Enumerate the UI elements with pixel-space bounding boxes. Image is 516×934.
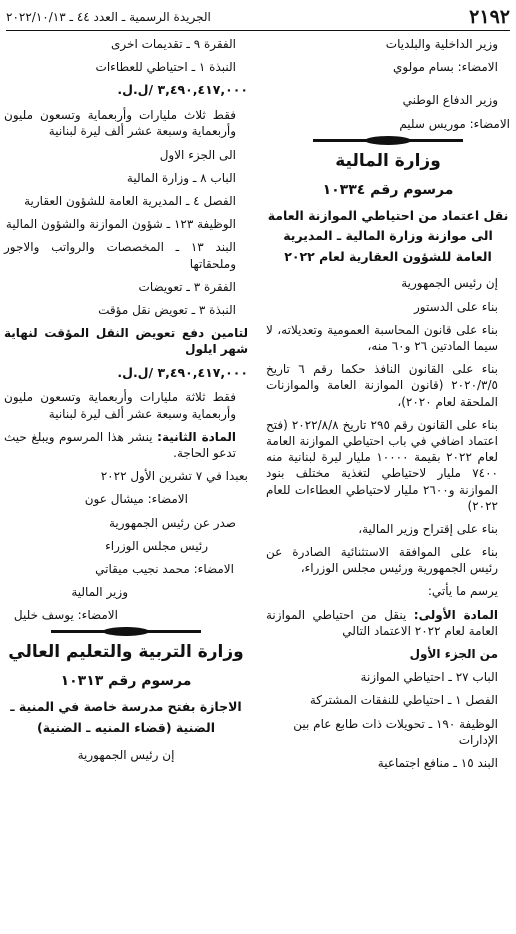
page-number: ٢١٩٢ xyxy=(469,6,510,28)
function-123: الوظيفة ١٢٣ ـ شؤون الموازنة والشؤون المالية xyxy=(5,217,236,232)
article-two-label: المادة الثانية: xyxy=(157,429,236,444)
article-one-label: المادة الأولى: xyxy=(413,607,498,622)
page-header xyxy=(6,4,510,31)
chapter-27: الباب ٢٧ ـ احتياطي الموازنة xyxy=(360,670,498,685)
article-one-text: ينقل من احتياطي الموازنة العامة لعام ٢٠٢٢ الاعتماد التالي xyxy=(266,607,498,638)
gazette-issue-line: الجريدة الرسمية ـ العدد ٤٤ ـ ٢٠٢٢/١٠/١٣ xyxy=(6,10,211,24)
amount-figure-2: ٣,٤٩٠,٤١٧,٠٠٠ /ل.ل. xyxy=(117,364,248,380)
item-15: البند ١٥ ـ منافع اجتماعية xyxy=(377,755,498,770)
article-two-text: ينشر هذا المرسوم ويبلغ حيث تدعو الحاجة. xyxy=(4,429,236,460)
basis-accounting-law: بناء على قانون المحاسبة العمومية وتعديلاته، لا سيما المادتين ٢٦ و٦٠ منه، xyxy=(266,322,498,354)
opening-line: إن رئيس الجمهورية xyxy=(401,276,498,291)
clause-3: النبذة ٣ ـ تعويض نقل مؤقت xyxy=(98,302,236,317)
ministry2-heading: وزارة التربية والتعليم العالي xyxy=(8,642,244,663)
basis-law-295: بناء على القانون رقم ٢٩٥ تاريخ ٢٠٢٢/٨/٨ (فتح اعتماد اضافي في باب احتياطي الموازنة العامة لعام ٢٠٢٢ بقيمة ١٠٠٠٠ مليار ليرة لبنانية منه ٧٤٠٠ مليار لاحتياطي لتغذية مختلف بنود الموازنة و٢٦٠٠ مليار لاحتياطي العطاءات للعام ٢٠٢٢) xyxy=(266,417,499,513)
left-column xyxy=(4,36,248,770)
decree2-subject: الاجازة بفتح مدرسة خاصة في المنية ـ الضنية (قضاء المنيه ـ الضنية) xyxy=(10,699,242,735)
clause-1: النبذة ١ ـ احتياطي للعطاءات xyxy=(95,60,236,75)
amount-words-2: فقط ثلاثة مليارات وأربعماية وتسعون مليون وأربعماية وسبعة عشر ألف ليرة لبنانية xyxy=(4,390,236,421)
chapter-8: الباب ٨ ـ وزارة المالية xyxy=(126,170,236,185)
minister-interior-title: وزير الداخلية والبلديات xyxy=(385,37,498,51)
basis-budget-law: بناء على القانون النافذ حكما رقم ٦ تاريخ ٢٠٢٠/٣/٥ (قانون الموازنة العامة والموازنات الملحقة لعام ٢٠٢٠)، xyxy=(266,362,498,409)
purpose-line: لتامين دفع تعويض النقل المؤقت لنهاية شهر ايلول xyxy=(4,326,248,357)
basis-approval: بناء على الموافقة الاستثنائية الصادرة عن رئيس الجمهورية ورئيس مجلس الوزراء، xyxy=(266,545,498,576)
pm-title: رئيس مجلس الوزراء xyxy=(105,538,208,553)
right-column xyxy=(266,36,510,778)
opening-line-2: إن رئيس الجمهورية xyxy=(77,747,175,762)
issued-by: صدر عن رئيس الجمهورية xyxy=(108,515,236,530)
function-190: الوظيفة ١٩٠ ـ تحويلات ذات طابع عام بين الإدارات xyxy=(293,716,498,747)
amount-figure-1: ٣,٤٩٠,٤١٧,٠٠٠ /ل.ل. xyxy=(117,82,248,98)
pm-signature: الامضاء: محمد نجيب ميقاتي xyxy=(95,561,234,576)
ministry-heading: وزارة المالية xyxy=(335,150,441,171)
decree2-title: مرسوم رقم ١٠٣١٣ xyxy=(60,673,192,690)
basis-constitution: بناء على الدستور xyxy=(414,299,498,314)
to-part-one: الى الجزء الاول xyxy=(159,147,236,162)
decree-title: مرسوم رقم ١٠٣٣٤ xyxy=(322,181,454,198)
finance-minister-signature: الامضاء: يوسف خليل xyxy=(13,608,118,623)
article-one xyxy=(266,607,510,639)
item-13: البند ١٣ ـ المخصصات والرواتب والاجور وملحقاتها xyxy=(4,240,236,271)
finance-minister-title: وزير المالية xyxy=(71,585,128,600)
section-1: الفصل ١ ـ احتياطي للنفقات المشتركة xyxy=(309,693,498,708)
part-one-from: من الجزء الأول xyxy=(409,647,498,662)
decrees-line: يرسم ما يأتي: xyxy=(427,584,498,599)
section-4: الفصل ٤ ـ المديرية العامة للشؤون العقارية xyxy=(24,194,236,208)
president-signature: الامضاء: ميشال عون xyxy=(84,492,188,507)
basis-proposal: بناء على إقتراح وزير المالية، xyxy=(358,521,498,536)
decree-subject: نقل اعتماد من احتياطي الموازنة العامة الى موازنة وزارة المالية ـ المديرية العامة للشؤون العقارية لعام ٢٠٢٢ xyxy=(267,207,509,264)
amount-words-1: فقط ثلاث مليارات وأربعماية وتسعون مليون وأربعماية وسبعة عشر ألف ليرة لبنانية xyxy=(4,108,236,139)
section-divider-2 xyxy=(4,630,248,633)
minister-defense-title: وزير الدفاع الوطني xyxy=(402,93,498,108)
article-two xyxy=(4,429,248,461)
paragraph-9: الفقرة ٩ ـ تقديمات اخرى xyxy=(111,37,236,51)
paragraph-3: الفقرة ٣ ـ تعويضات xyxy=(138,279,236,294)
minister-defense-signature: الامضاء: موريس سليم xyxy=(399,116,510,131)
signed-date: بعبدا في ٧ تشرين الأول ٢٠٢٢ xyxy=(100,469,248,484)
minister-interior-signature: الامضاء: بسام مولوي xyxy=(393,60,498,75)
section-divider xyxy=(266,139,510,142)
